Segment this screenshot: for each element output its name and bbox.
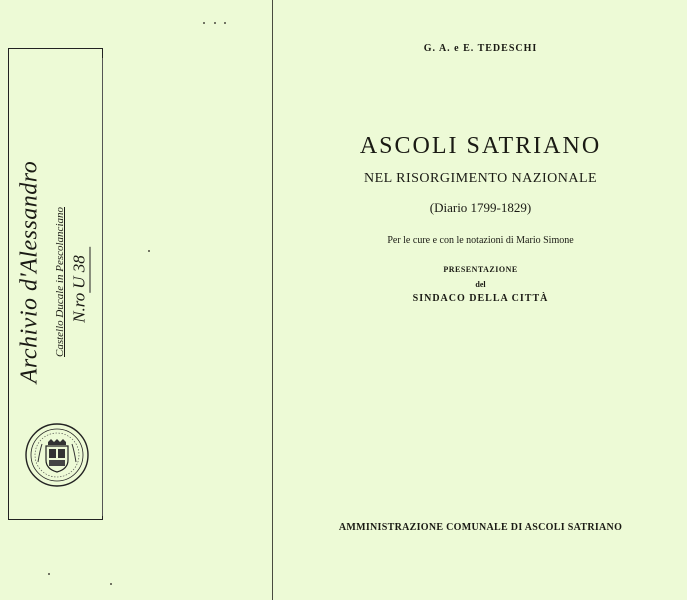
paper-speck (224, 22, 226, 24)
label-divider-line (102, 58, 103, 516)
book-title: ASCOLI SATRIANO (359, 133, 602, 159)
book-spine-fold (272, 0, 273, 600)
ducal-seal-icon (24, 422, 90, 488)
archive-number-value: U 38 (70, 247, 91, 293)
presentation-by: del (475, 280, 486, 289)
paper-speck (203, 22, 205, 24)
paper-speck (214, 22, 216, 24)
paper-speck (110, 583, 112, 585)
book-subtitle: NEL RISORGIMENTO NAZIONALE (363, 171, 598, 186)
paper-speck (48, 573, 50, 575)
editor-note: Per le cure e con le notazioni di Mario Simone (387, 235, 574, 246)
publisher: AMMINISTRAZIONE COMUNALE DI ASCOLI SATRIANO (338, 522, 623, 533)
diary-dates: (Diario 1799-1829) (429, 200, 532, 215)
title-page (274, 0, 687, 600)
presentation-author: SINDACO DELLA CITTÀ (412, 293, 549, 304)
archive-number-prefix: N.ro (69, 292, 89, 323)
archive-number (70, 247, 91, 323)
archive-name: Archivio d'Alessandro (16, 160, 43, 384)
archive-location: Castello Ducale in Pescolanciano (54, 207, 66, 357)
authors: G. A. e E. TEDESCHI (423, 43, 538, 54)
paper-speck (148, 250, 150, 252)
presentation-label: PRESENTAZIONE (443, 265, 518, 274)
